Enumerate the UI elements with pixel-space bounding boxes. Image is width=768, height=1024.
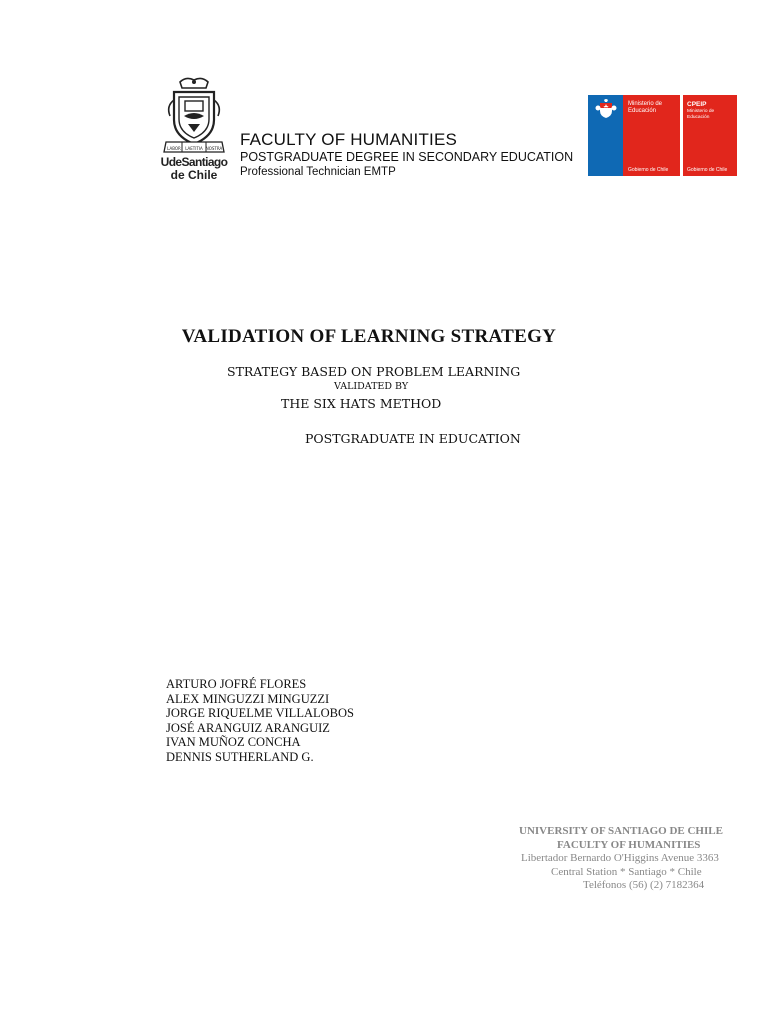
- author-name: DENNIS SUTHERLAND G.: [166, 749, 314, 764]
- author-name: JOSÉ ARANGUIZ ARANGUIZ: [166, 720, 330, 735]
- cpeip-logo-line1: CPEIP: [687, 101, 707, 108]
- footer-phone: Teléfonos (56) (2) 7182364: [583, 879, 705, 891]
- mineduc-logo-line1: Ministerio de: [628, 101, 663, 107]
- author-list: [166, 677, 354, 765]
- cpeip-logo-line2: Ministerio de: [687, 109, 715, 114]
- mineduc-logo: [588, 95, 680, 176]
- svg-text:LAETITIA: LAETITIA: [185, 146, 203, 151]
- usach-logo-line2: de Chile: [170, 168, 218, 182]
- author-name: ALEX MINGUZZI MINGUZZI: [166, 691, 330, 706]
- footer-station: Central Station * Santiago * Chile: [551, 865, 702, 878]
- footer-street: Libertador Bernardo O'Higgins Avenue 3363: [521, 852, 719, 864]
- author-name: ARTURO JOFRÉ FLORES: [166, 677, 307, 691]
- document-title: VALIDATION OF LEARNING STRATEGY: [181, 326, 557, 347]
- faculty-header: [240, 130, 573, 179]
- faculty-title: FACULTY OF HUMANITIES: [240, 130, 458, 149]
- footer-university: UNIVERSITY OF SANTIAGO DE CHILE: [519, 825, 723, 837]
- cpeip-logo: [683, 95, 737, 176]
- cpeip-logo-footer: Gobierno de Chile: [687, 167, 728, 173]
- cpeip-logo-line3: Educación: [687, 114, 710, 120]
- svg-text:NOSTRA: NOSTRA: [205, 146, 223, 151]
- program-name: Professional Technician EMTP: [240, 166, 396, 178]
- program-label: POSTGRADUATE IN EDUCATION: [305, 431, 521, 446]
- degree-name: POSTGRADUATE DEGREE IN SECONDARY EDUCATION: [240, 150, 574, 164]
- usach-logo-line1: UdeSantiago: [160, 155, 228, 169]
- usach-logo: [158, 76, 230, 184]
- chile-coat-of-arms-icon: [595, 99, 617, 119]
- validated-by-label: VALIDATED BY: [334, 381, 409, 392]
- footer-address: [480, 825, 740, 893]
- method-name: THE SIX HATS METHOD: [281, 396, 442, 411]
- author-name: IVAN MUÑOZ CONCHA: [166, 735, 301, 750]
- svg-text:LABOR: LABOR: [167, 146, 181, 151]
- footer-faculty: FACULTY OF HUMANITIES: [557, 838, 701, 851]
- mineduc-logo-footer: Gobierno de Chile: [628, 167, 669, 173]
- usach-crest-icon: [158, 76, 230, 156]
- author-name: JORGE RIQUELME VILLALOBOS: [166, 706, 354, 721]
- document-subtitle: STRATEGY BASED ON PROBLEM LEARNING: [227, 364, 521, 379]
- mineduc-logo-line2: Educación: [628, 108, 657, 114]
